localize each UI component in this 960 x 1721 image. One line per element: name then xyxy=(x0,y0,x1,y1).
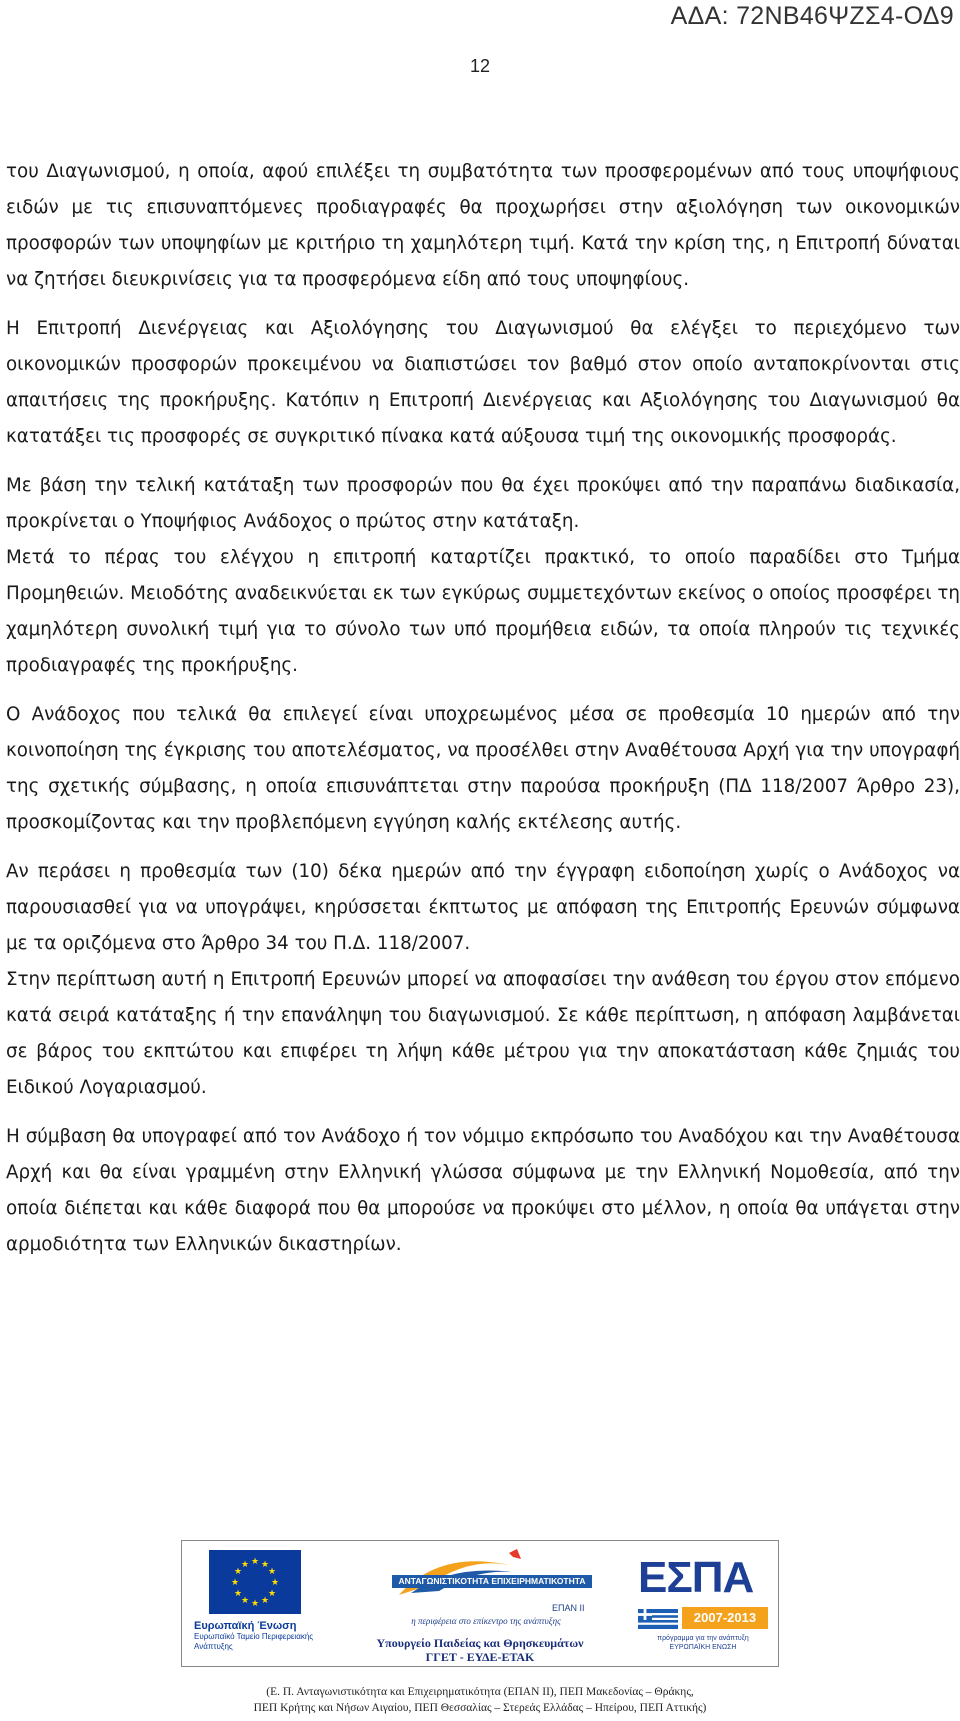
eu-flag-icon xyxy=(209,1550,301,1614)
ministry-line-2: ΓΓΕΤ - ΕΥΔΕ-ΕΤΑΚ xyxy=(425,1650,535,1664)
svg-text:★: ★ xyxy=(240,1560,250,1570)
footnote-line-1: (Ε. Π. Ανταγωνιστικότητα και Επιχειρηματικότητα (ΕΠΑΝ ΙΙ), ΠΕΠ Μακεδονίας – Θράκης, xyxy=(266,1686,694,1698)
paragraph-3: Με βάση την τελική κατάταξη των προσφορών που θα έχει προκύψει από την παραπάνω διαδικασία, προκρίνεται ο Υποψήφιος Ανάδοχος ο πρώτος στην κατάταξη. xyxy=(6,475,960,532)
ministry-line-1: Υπουργείο Παιδείας και Θρησκευμάτων xyxy=(376,1636,584,1650)
eu-subtitle: Ευρωπαϊκό Ταμείο Περιφερειακής Ανάπτυξης xyxy=(194,1632,314,1651)
svg-text:★: ★ xyxy=(230,1578,240,1588)
svg-text:★: ★ xyxy=(267,1567,277,1577)
greek-flag-icon xyxy=(638,1609,678,1629)
paragraph-2: Η Επιτροπή Διενέργειας και Αξιολόγησης του Διαγωνισμού θα ελέγξει το περιεχόμενο των οικονομικών προσφορών προκειμένου να διαπιστώσει τον βαθμό στον οποίο ανταποκρίνονται στις απαιτήσεις της προκήρυξης. Κατόπιν η Επιτροπή Διενέργειας και Αξιολόγησης του Διαγωνισμού θα κατατάξει τις προσφορές σε συγκριτικό πίνακα κατά αύξουσα τιμή της οικονομικής προσφοράς. xyxy=(6,318,960,447)
espa-slogan: πρόγραμμα για την ανάπτυξη ΕΥΡΩΠΑΪΚΗ ΕΝΩΣΗ xyxy=(657,1635,749,1651)
eu-title: Ευρωπαϊκή Ένωση xyxy=(194,1620,297,1632)
ada-code: ΑΔΑ: 72ΝΒ46ΨΖΣ4-ΟΔ9 xyxy=(670,2,954,30)
paragraph-8: Η σύμβαση θα υπογραφεί από τον Ανάδοχο ή τον νόμιμο εκπρόσωπο του Αναδόχου και την Αναθέτουσα Αρχή και θα είναι γραμμένη στην Ελληνική γλώσσα σύμφωνα με την Ελληνική Νομοθεσία, από την οποία διέπεται και κάθε διαφορά που θα μπορούσε να προκύψει στο μέλλον, η οποία θα υπάγεται στην αρμοδιότητα των Ελληνικών δικαστηρίων. xyxy=(6,1126,960,1255)
svg-text:★: ★ xyxy=(260,1560,270,1570)
funding-footnote xyxy=(0,1684,960,1716)
document-body xyxy=(6,154,960,1263)
espa-name: ΕΣΠΑ xyxy=(638,1553,754,1602)
eu-label xyxy=(194,1621,314,1652)
epan-slogan: η περιφέρεια στο επίκεντρο της ανάπτυξης xyxy=(411,1616,561,1626)
svg-text:★: ★ xyxy=(233,1589,243,1599)
svg-text:★: ★ xyxy=(250,1599,260,1609)
footnote-line-2: ΠΕΠ Κρήτης και Νήσων Αιγαίου, ΠΕΠ Θεσσαλίας – Στερεάς Ελλάδας – Ηπείρου, ΠΕΠ Αττικής) xyxy=(253,1702,707,1714)
ministry-label xyxy=(330,1636,630,1664)
espa-years: 2007-2013 xyxy=(682,1607,768,1629)
paragraph-5: Ο Ανάδοχος που τελικά θα επιλεγεί είναι υποχρεωμένος μέσα σε προθεσμία 10 ημερών από την κοινοποίηση της έγκρισης του αποτελέσματος, να προσέλθει στην Αναθέτουσα Αρχή για την υπογραφή της σχετικής σύμβασης, η οποία επισυνάπτεται στην παρούσα προκήρυξη (ΠΔ 118/2007 Άρθρο 23), προσκομίζοντας και την προβλεπόμενη εγγύηση καλής εκτέλεσης αυτής. xyxy=(6,704,960,833)
svg-text:★: ★ xyxy=(250,1557,260,1567)
funding-logos xyxy=(181,1540,779,1667)
paragraph-7: Στην περίπτωση αυτή η Επιτροπή Ερευνών μπορεί να αποφασίσει την ανάθεση του έργου στον επόμενο κατά σειρά κατάταξης ή την επανάληψη του διαγωνισμού. Σε κάθε περίπτωση, η απόφαση λαμβάνεται σε βάρος του εκπτώτου και επιφέρει τη λήψη κάθε μέτρου για την αποκατάσταση κάθε ζημιάς του Ειδικού Λογαριασμού. xyxy=(6,969,960,1098)
svg-text:★: ★ xyxy=(267,1589,277,1599)
paragraph-6: Αν περάσει η προθεσμία των (10) δέκα ημερών από την έγγραφη ειδοποίηση χωρίς ο Ανάδοχος να παρουσιασθεί για να υπογράψει, κηρύσσεται έκπτωτος με απόφαση της Επιτροπής Ερευνών σύμφωνα με τα οριζόμενα στο Άρθρο 34 του Π.Δ. 118/2007. xyxy=(6,861,960,954)
svg-text:★: ★ xyxy=(270,1578,280,1588)
paragraph-4: Μετά το πέρας του ελέγχου η επιτροπή καταρτίζει πρακτικό, το οποίο παραδίδει στο Τμήμα Προμηθειών. Μειοδότης αναδεικνύεται εκ των εγκύρως συμμετεχόντων εκείνος ο οποίος προσφέρει τη χαμηλότερη συνολική τιμή για το σύνολο των υπό προμήθεια ειδών, τα οποία πληρούν τις τεχνικές προδιαγραφές της προκήρυξης. xyxy=(6,547,960,676)
epan-title: ΑΝΤΑΓΩΝΙΣΤΙΚΟΤΗΤΑ ΕΠΙΧΕΙΡΗΜΑΤΙΚΟΤΗΤΑ xyxy=(392,1575,592,1588)
svg-text:★: ★ xyxy=(260,1596,270,1606)
svg-text:★: ★ xyxy=(240,1596,250,1606)
paragraph-1: του Διαγωνισμού, η οποία, αφού επιλέξει τη συμβατότητα των προσφερομένων από τους υποψήφιους ειδών με τις επισυναπτόμενες προδιαγραφές θα προχωρήσει στην αξιολόγηση των οικονομικών προσφορών των υποψηφίων με κριτήριο τη χαμηλότερη τιμή. Κατά την κρίση της, η Επιτροπή δύναται να ζητήσει διευκρινίσεις για τα προσφερόμενα είδη από τους υποψηφίους. xyxy=(6,161,960,290)
epan-code: ΕΠΑΝ ΙΙ xyxy=(552,1603,585,1613)
page-number: 12 xyxy=(469,56,491,76)
svg-text:★: ★ xyxy=(233,1567,243,1577)
